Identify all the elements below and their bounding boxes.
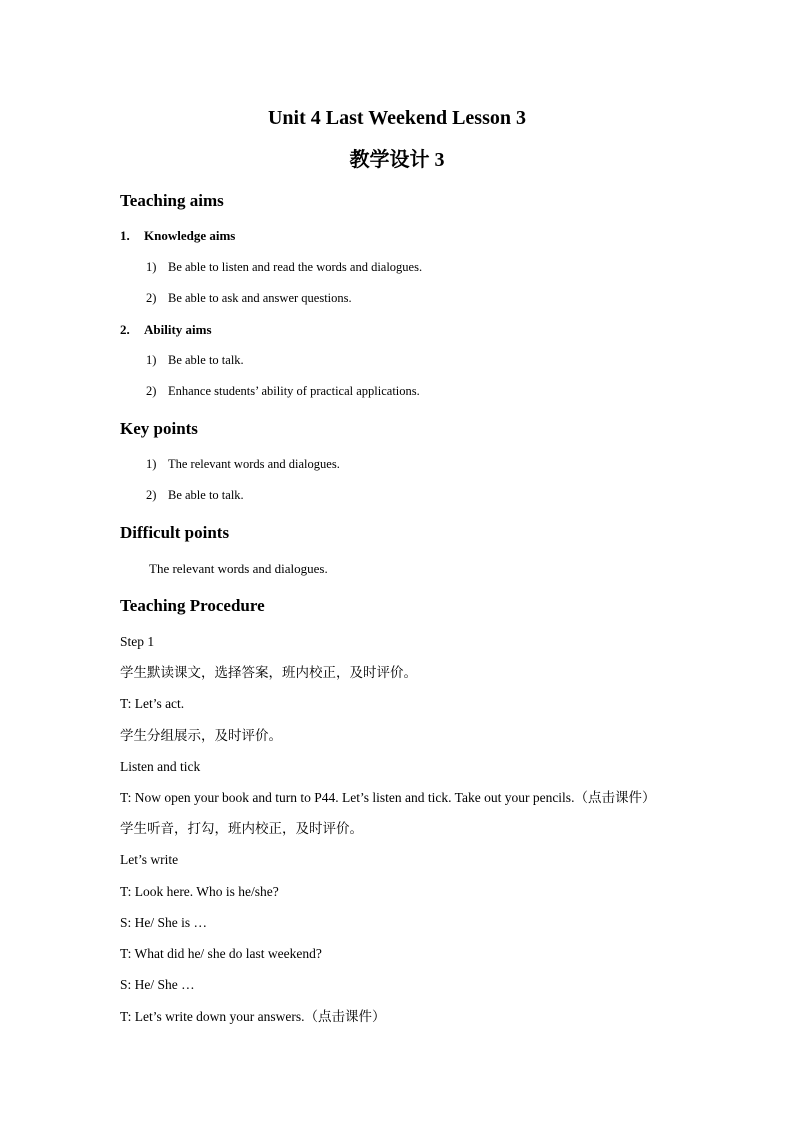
ability-aims-number: 2. [120, 322, 130, 337]
heading-teaching-procedure: Teaching Procedure [120, 596, 265, 615]
procedure-line: Step 1 [120, 634, 155, 649]
procedure-line: T: What did he/ she do last weekend? [120, 946, 322, 961]
list-item-text: Be able to ask and answer questions. [168, 291, 352, 305]
ability-aims-label: Ability aims [144, 322, 212, 337]
procedure-line: T: Now open your book and turn to P44. Let’s listen and tick. Take out your pencils.（点击课件） [120, 790, 656, 805]
list-item-number: 2) [146, 291, 157, 305]
heading-teaching-aims: Teaching aims [120, 191, 224, 210]
procedure-line: 学生听音，打勾，班内校正，及时评价。 [120, 821, 363, 836]
list-item-number: 2) [146, 384, 157, 398]
document-subtitle: 教学设计 3 [349, 149, 445, 171]
procedure-line: Listen and tick [120, 759, 201, 774]
list-item-number: 1) [146, 353, 157, 367]
procedure-line: Let’s write [120, 852, 179, 867]
list-item-text: Be able to listen and read the words and dialogues. [168, 260, 423, 274]
document-title: Unit 4 Last Weekend Lesson 3 [267, 107, 526, 129]
list-item-text: The relevant words and dialogues. [168, 457, 340, 471]
list-item-number: 2) [146, 488, 157, 502]
list-item-number: 1) [146, 457, 157, 471]
procedure-line: S: He/ She is … [120, 915, 208, 930]
knowledge-aims-number: 1. [120, 228, 130, 243]
procedure-line: T: Let’s write down your answers.（点击课件） [120, 1009, 386, 1024]
procedure-line: 学生分组展示，及时评价。 [120, 728, 282, 743]
procedure-line: T: Let’s act. [120, 696, 185, 711]
list-item-text: Enhance students’ ability of practical applications. [168, 384, 420, 398]
procedure-line: T: Look here. Who is he/she? [120, 884, 279, 899]
list-item-number: 1) [146, 260, 157, 274]
list-item-text: Be able to talk. [168, 488, 244, 502]
procedure-line: 学生默读课文，选择答案，班内校正，及时评价。 [120, 665, 417, 680]
difficult-points-text: The relevant words and dialogues. [149, 561, 328, 576]
list-item-text: Be able to talk. [168, 353, 244, 367]
heading-key-points: Key points [120, 419, 198, 438]
heading-difficult-points: Difficult points [120, 523, 230, 542]
procedure-line: S: He/ She … [120, 977, 195, 992]
knowledge-aims-label: Knowledge aims [144, 228, 236, 243]
